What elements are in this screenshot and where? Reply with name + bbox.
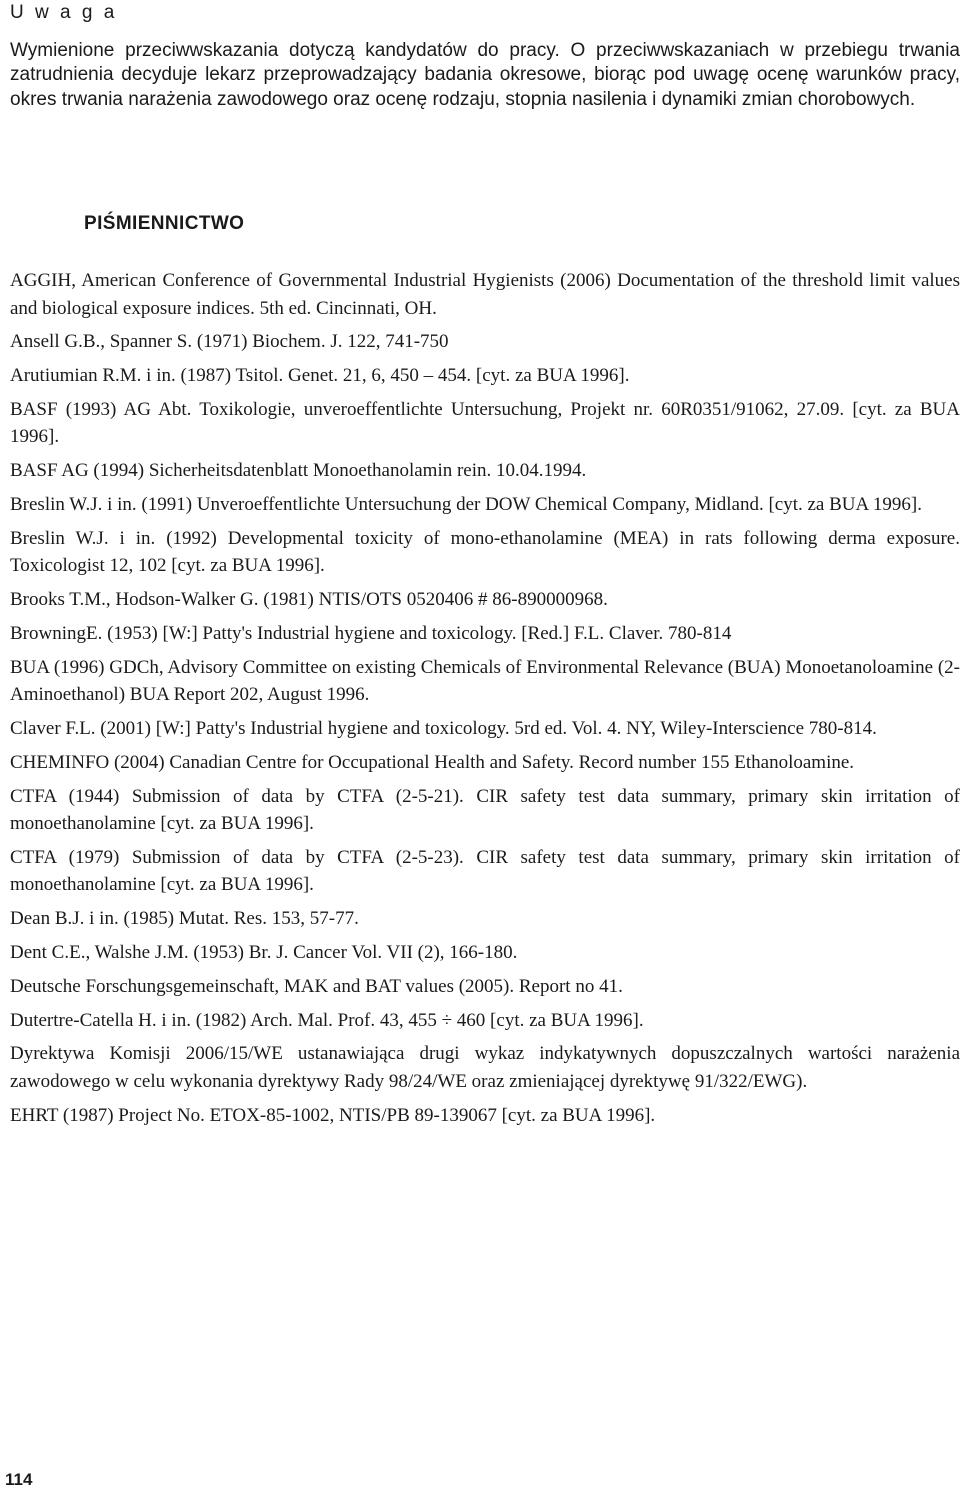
reference-item: Arutiumian R.M. i in. (1987) Tsitol. Genet. 21, 6, 450 – 454. [cyt. za BUA 1996]. <box>10 365 630 387</box>
reference-item: Dyrektywa Komisji 2006/15/WE ustanawiająca drugi wykaz indykatywnych dopuszczalnych wartości narażenia zawodowego w celu wykonania dyrektywy Rady 98/24/WE oraz zmieniającej dyrektywę 91/322/EWG). <box>10 1043 960 1092</box>
reference-item: Claver F.L. (2001) [W:] Patty's Industrial hygiene and toxicology. 5rd ed. Vol. 4. NY, Wiley-Interscience 780-814. <box>10 717 877 739</box>
reference-item: Breslin W.J. i in. (1991) Unveroeffentlichte Untersuchung der DOW Chemical Company, Midland. [cyt. za BUA 1996]. <box>10 493 922 515</box>
note-paragraph: Wymienione przeciwwskazania dotyczą kandydatów do pracy. O przeciwwskazaniach w przebiegu trwania zatrudnienia decyduje lekarz przeprowadzający badania okresowe, biorąc pod uwagę ocenę warunków pracy, okres trwania narażenia zawodowego oraz ocenę rodzaju, stopnia nasilenia i dynamiki zmian chorobowych. <box>10 40 960 110</box>
reference-item: Dent C.E., Walshe J.M. (1953) Br. J. Cancer Vol. VII (2), 166-180. <box>10 941 518 963</box>
reference-item: EHRT (1987) Project No. ETOX-85-1002, NTIS/PB 89-139067 [cyt. za BUA 1996]. <box>10 1104 656 1126</box>
reference-item: Brooks T.M., Hodson-Walker G. (1981) NTIS/OTS 0520406 # 86-890000968. <box>10 589 608 611</box>
reference-item: BrowningE. (1953) [W:] Patty's Industrial hygiene and toxicology. [Red.] F.L. Claver. 780-814 <box>10 622 732 644</box>
reference-item: CTFA (1944) Submission of data by CTFA (2-5-21). CIR safety test data summary, primary skin irritation of monoethanolamine [cyt. za BUA 1996]. <box>10 785 960 835</box>
reference-item: Dutertre-Catella H. i in. (1982) Arch. Mal. Prof. 43, 455 ÷ 460 [cyt. za BUA 1996]. <box>10 1009 644 1031</box>
reference-item: Ansell G.B., Spanner S. (1971) Biochem. J. 122, 741-750 <box>10 331 449 353</box>
reference-item: BUA (1996) GDCh, Advisory Committee on existing Chemicals of Environmental Relevance (BUA) Monoetanoloamine (2-Aminoethanol) BUA Report 202, August 1996. <box>10 656 960 706</box>
reference-item: CHEMINFO (2004) Canadian Centre for Occupational Health and Safety. Record number 155 Ethanoloamine. <box>10 751 855 773</box>
reference-item: AGGIH, American Conference of Governmental Industrial Hygienists (2006) Documentation of the threshold limit values and biological exposure indices. 5th ed. Cincinnati, OH. <box>10 270 960 319</box>
reference-item: CTFA (1979) Submission of data by CTFA (2-5-23). CIR safety test data summary, primary skin irritation of monoethanolamine [cyt. za BUA 1996]. <box>10 846 960 896</box>
reference-item: BASF (1993) AG Abt. Toxikologie, unveroeffentlichte Untersuchung, Projekt nr. 60R0351/91062, 27.09. [cyt. za BUA 1996]. <box>10 398 960 448</box>
page-number: 114 <box>5 1470 33 1489</box>
reference-item: BASF AG (1994) Sicherheitsdatenblatt Monoethanolamin rein. 10.04.1994. <box>10 460 587 482</box>
references-heading: PIŚMIENNICTWO <box>84 213 245 234</box>
reference-item: Deutsche Forschungsgemeinschaft, MAK and BAT values (2005). Report no 41. <box>10 975 623 997</box>
references-list <box>10 267 960 1135</box>
reference-item: Breslin W.J. i in. (1992) Developmental toxicity of mono-ethanolamine (MEA) in rats following derma exposure. Toxicologist 12, 102 [cyt. za BUA 1996]. <box>10 527 960 577</box>
note-title: U w a g a <box>10 2 118 23</box>
reference-item: Dean B.J. i in. (1985) Mutat. Res. 153, 57-77. <box>10 908 359 930</box>
